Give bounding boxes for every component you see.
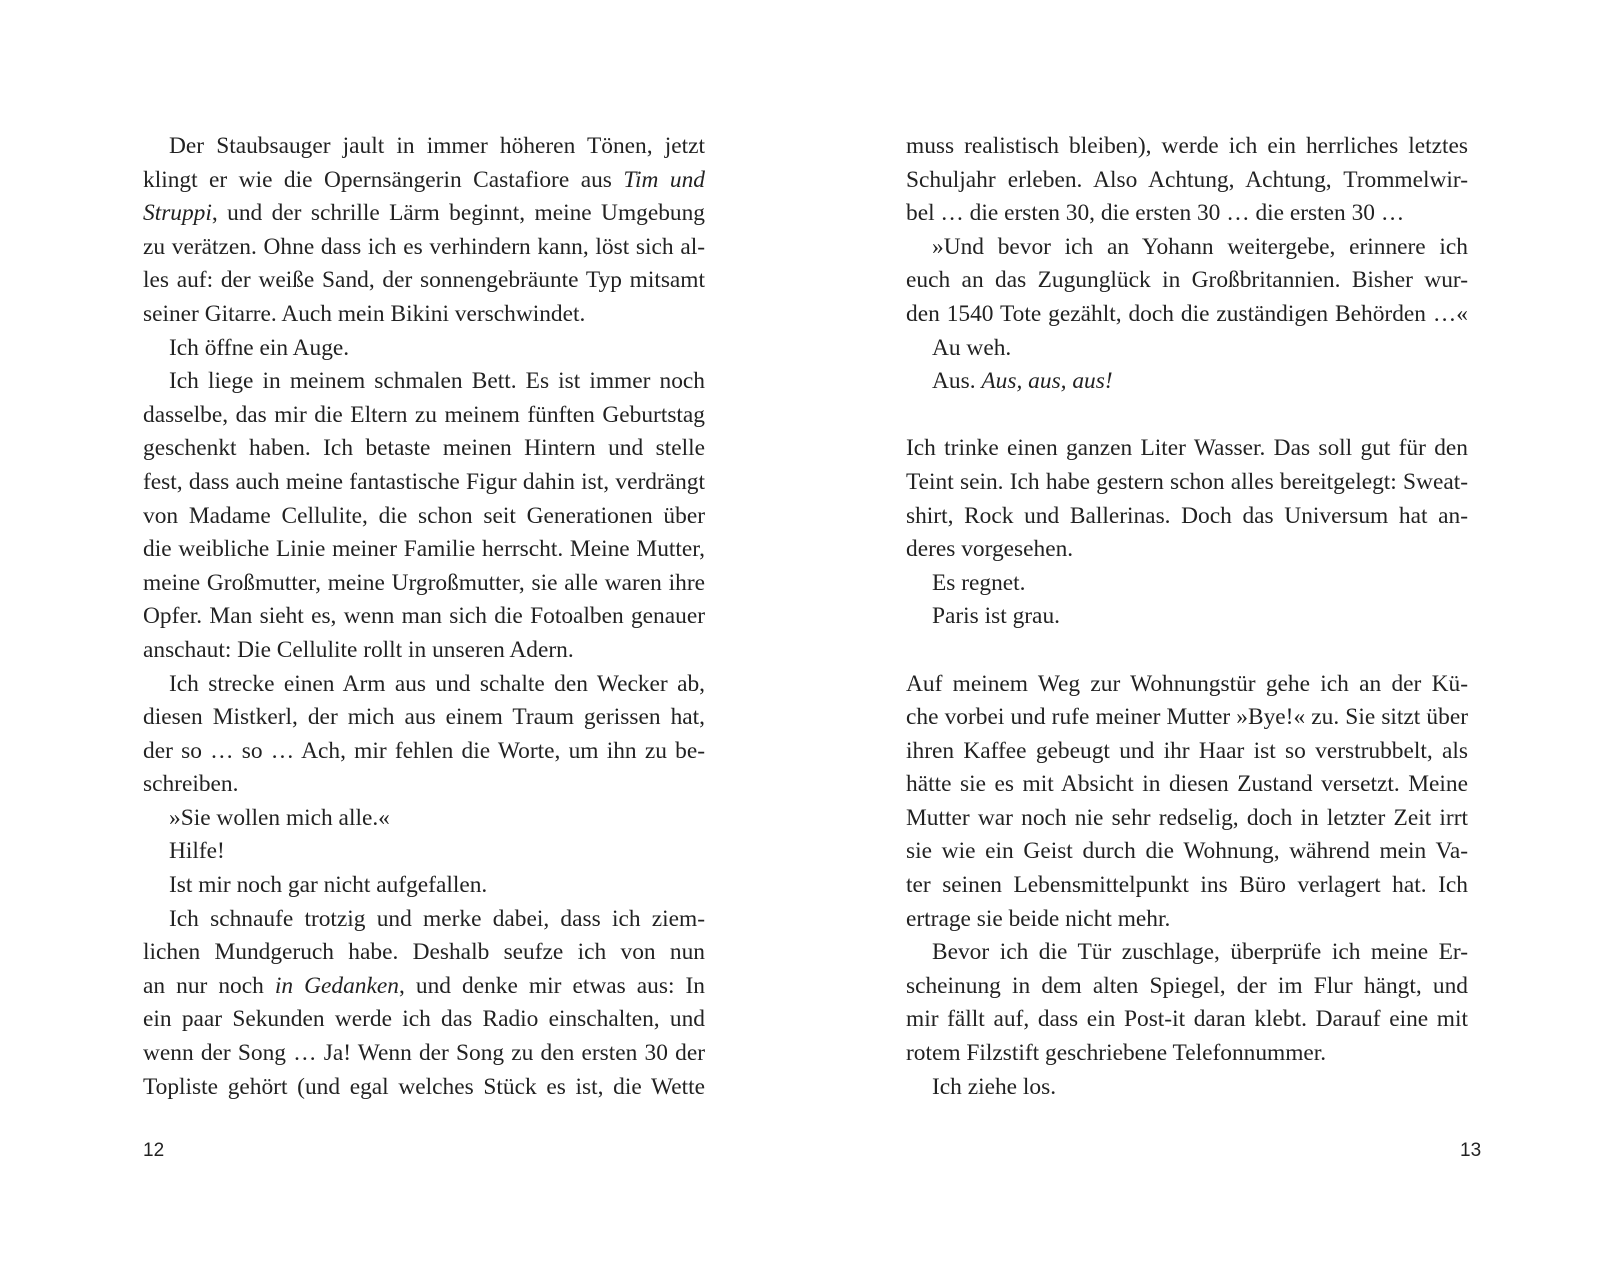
text-line: die weibliche Linie meiner Familie herrscht. Meine Mutter, <box>143 536 705 563</box>
text-line: Ich trinke einen ganzen Liter Wasser. Das soll gut für den <box>906 435 1468 462</box>
text-line: Au weh. <box>932 334 1012 361</box>
text-line: von Madame Cellulite, die schon seit Generationen über <box>143 502 705 529</box>
text-line: Ich öffne ein Auge. <box>169 334 350 361</box>
text-line: fest, dass auch meine fantastische Figur dahin ist, verdrängt <box>143 468 705 495</box>
text-line: anschaut: Die Cellulite rollt in unseren Adern. <box>143 636 574 663</box>
text-line: Topliste gehört (und egal welches Stück es ist, die Wette <box>143 1073 705 1100</box>
text-line: Ich liege in meinem schmalen Bett. Es ist immer noch <box>169 368 705 395</box>
text-line: seiner Gitarre. Auch mein Bikini verschwindet. <box>143 300 586 327</box>
text-line: Teint sein. Ich habe gestern schon alles bereitgelegt: Sweat- <box>906 468 1468 495</box>
text-line: »Und bevor ich an Yohann weitergebe, erinnere ich <box>932 233 1468 260</box>
text-line: che vorbei und rufe meiner Mutter »Bye!« zu. Sie sitzt über <box>906 704 1468 731</box>
text-line: Schuljahr erleben. Also Achtung, Achtung, Trommelwir- <box>906 166 1468 193</box>
text-line: »Sie wollen mich alle.« <box>169 804 390 831</box>
text-line: ertrage sie beide nicht mehr. <box>906 905 1171 932</box>
text-line: hätte sie es mit Absicht in diesen Zustand versetzt. Meine <box>906 771 1468 798</box>
right-page-text <box>906 130 1468 1104</box>
text-line: Paris ist grau. <box>932 603 1060 630</box>
text-line: diesen Mistkerl, der mich aus einem Traum gerissen hat, <box>143 704 705 731</box>
text-line: schreiben. <box>143 771 239 798</box>
page-number: 13 <box>1460 1140 1482 1161</box>
text-line: rotem Filzstift geschriebene Telefonnummer. <box>906 1040 1327 1067</box>
text-line: Aus. Aus, aus, aus! <box>932 368 1113 395</box>
right-page <box>800 0 1600 1274</box>
text-line: der so … so … Ach, mir fehlen die Worte, um ihn zu be- <box>143 737 705 764</box>
text-line: Es regnet. <box>932 569 1026 596</box>
text-line: Hilfe! <box>169 838 225 865</box>
text-line: Bevor ich die Tür zuschlage, überprüfe ich meine Er- <box>932 939 1468 966</box>
text-line: ter seinen Lebensmittelpunkt ins Büro verlagert hat. Ich <box>906 872 1468 899</box>
text-line: ihren Kaffee gebeugt und ihr Haar ist so verstrubbelt, als <box>906 737 1468 764</box>
text-line: den 1540 Tote gezählt, doch die zuständigen Behörden …« <box>906 300 1468 327</box>
text-line: scheinung in dem alten Spiegel, der im Flur hängt, und <box>906 972 1468 999</box>
text-line: Ich schnaufe trotzig und merke dabei, dass ich ziem- <box>169 905 705 932</box>
text-line: Auf meinem Weg zur Wohnungstür gehe ich an der Kü- <box>906 670 1468 697</box>
text-line: sie wie ein Geist durch die Wohnung, während mein Va- <box>906 838 1468 865</box>
text-line: Der Staubsauger jault in immer höheren Tönen, jetzt <box>169 133 705 159</box>
text-line: bel … die ersten 30, die ersten 30 … die ersten 30 … <box>906 200 1405 227</box>
text-line: mir fällt auf, dass ein Post-it daran klebt. Darauf eine mit <box>906 1006 1468 1033</box>
text-line: meine Großmutter, meine Urgroßmutter, sie alle waren ihre <box>143 569 705 596</box>
text-line: Mutter war noch nie sehr redselig, doch in letzter Zeit irrt <box>906 804 1468 831</box>
text-line: wenn der Song … Ja! Wenn der Song zu den ersten 30 der <box>143 1040 705 1067</box>
text-line: Opfer. Man sieht es, wenn man sich die Fotoalben genauer <box>143 603 705 630</box>
text-line: geschenkt haben. Ich betaste meinen Hintern und stelle <box>143 435 705 462</box>
page-number: 12 <box>143 1140 165 1161</box>
text-line: euch an das Zugunglück in Großbritannien. Bisher wur- <box>906 267 1468 294</box>
text-line: shirt, Rock und Ballerinas. Doch das Universum hat an- <box>906 502 1468 529</box>
text-line: deres vorgesehen. <box>906 536 1074 563</box>
section-break <box>906 634 1468 668</box>
text-line: Ist mir noch gar nicht aufgefallen. <box>169 872 488 899</box>
text-line: les auf: der weiße Sand, der sonnengebräunte Typ mitsamt <box>143 267 705 294</box>
left-page-text <box>143 130 705 1104</box>
section-break <box>906 399 1468 433</box>
text-line: ein paar Sekunden werde ich das Radio einschalten, und <box>143 1006 705 1033</box>
text-line: an nur noch in Gedanken, und denke mir etwas aus: In <box>143 972 705 999</box>
text-line: klingt er wie die Opernsängerin Castafiore aus Tim und <box>143 166 706 193</box>
text-line: Ich ziehe los. <box>932 1073 1057 1100</box>
text-line: muss realistisch bleiben), werde ich ein herrliches letztes <box>906 133 1468 159</box>
text-line: lichen Mundgeruch habe. Deshalb seufze ich von nun <box>143 939 705 966</box>
text-line: zu verätzen. Ohne dass ich es verhindern kann, löst sich al- <box>143 233 705 260</box>
text-line: Ich strecke einen Arm aus und schalte den Wecker ab, <box>169 670 705 697</box>
text-line: Struppi, und der schrille Lärm beginnt, meine Umgebung <box>143 200 705 227</box>
text-line: dasselbe, das mir die Eltern zu meinem fünften Geburtstag <box>143 401 705 428</box>
